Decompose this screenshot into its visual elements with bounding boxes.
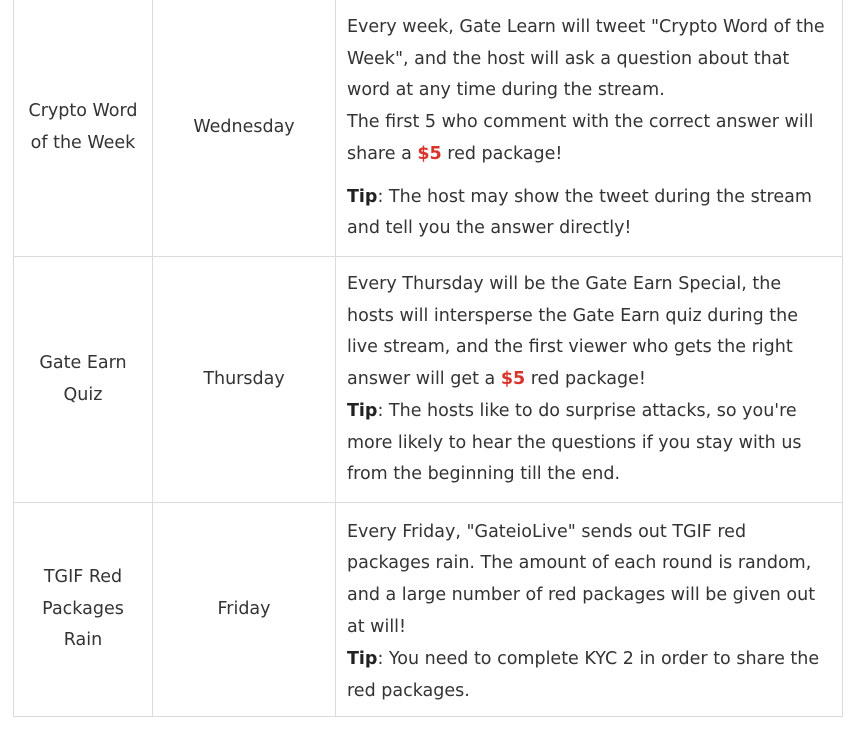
event-name: TGIF Red Packages Rain bbox=[42, 566, 124, 651]
event-day-cell bbox=[153, 257, 336, 503]
description-part: red package! bbox=[525, 369, 646, 390]
event-day-cell bbox=[153, 503, 336, 717]
tip-label: Tip bbox=[347, 648, 378, 669]
event-day: Wednesday bbox=[193, 116, 295, 137]
tip-label: Tip bbox=[347, 186, 378, 207]
description-part: Every Thursday will be the Gate Earn Special, the hosts will intersperse the Gate Earn quiz during the live stream, and the first viewer who gets the right answer will get a bbox=[347, 273, 798, 390]
prize-amount: $5 bbox=[417, 143, 442, 164]
event-description-cell bbox=[336, 257, 843, 503]
description-text bbox=[347, 269, 832, 492]
table-row bbox=[14, 503, 843, 717]
description-text bbox=[347, 12, 832, 171]
prize-amount: $5 bbox=[500, 369, 526, 390]
table-row bbox=[14, 257, 843, 503]
tip-body: : The host may show the tweet during the stream and tell you the answer directly! bbox=[347, 186, 812, 239]
event-name-cell bbox=[14, 0, 153, 257]
description-part: red package! bbox=[441, 143, 563, 164]
event-description bbox=[336, 1, 842, 255]
event-day-cell bbox=[153, 0, 336, 257]
events-table bbox=[13, 0, 843, 717]
event-description-cell bbox=[336, 503, 843, 717]
tip-body: : The hosts like to do surprise attacks, so you're more likely to hear the questions if you stay with us from the beginning till the end. bbox=[347, 400, 802, 485]
description-part: The first 5 who comment with the correct answer will share a bbox=[347, 112, 814, 164]
event-name: Crypto Word of the Week bbox=[28, 100, 138, 153]
event-name: Gate Earn Quiz bbox=[39, 352, 127, 405]
table-row bbox=[14, 0, 843, 257]
event-description bbox=[336, 506, 842, 714]
tip-label: Tip bbox=[347, 400, 378, 421]
event-description bbox=[336, 258, 842, 502]
event-day: Friday bbox=[217, 598, 271, 619]
description-part: Every Friday, "GateioLive" sends out TGIF red packages rain. The amount of each round is random, and a large number of red packages will be given out at will! bbox=[347, 521, 816, 637]
event-description-cell bbox=[336, 0, 843, 257]
description-part: Every week, Gate Learn will tweet "Crypto Word of the Week", and the host will ask a question about that word at any time during the stream. bbox=[347, 16, 825, 101]
event-day: Thursday bbox=[203, 368, 285, 389]
event-name-cell bbox=[14, 257, 153, 503]
tip-text bbox=[347, 182, 832, 246]
tip-body: : You need to complete KYC 2 in order to share the red packages. bbox=[347, 648, 820, 701]
description-text bbox=[347, 517, 832, 708]
event-name-cell bbox=[14, 503, 153, 717]
